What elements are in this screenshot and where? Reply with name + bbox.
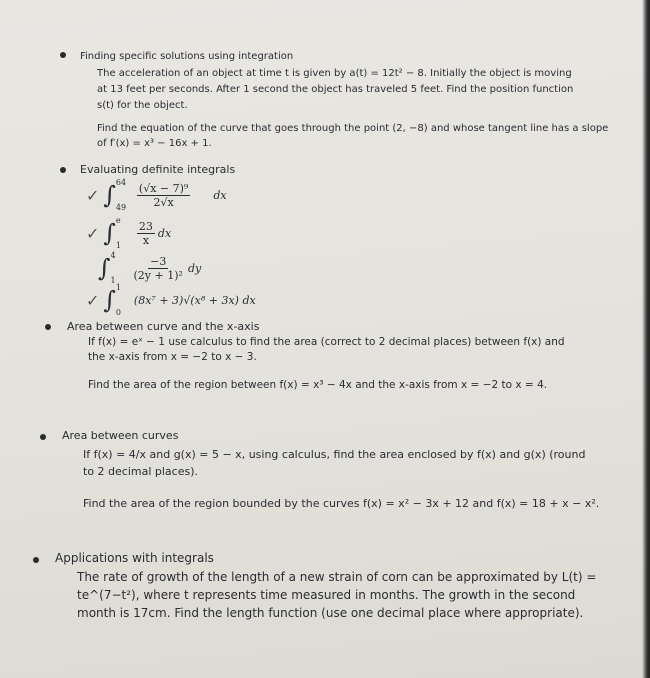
numerator: −3	[150, 254, 167, 268]
differential: dy	[187, 261, 202, 275]
section-heading: Finding specific solutions using integration	[80, 51, 294, 62]
problem-text: If f(x) = eˣ − 1 use calculus to find the area (correct to 2 decimal places) between f(x) and the x-axis from x = −2 to x − 3.	[88, 336, 565, 363]
definite-integral: ✓ ∫ 64 49 $\frac{\text{(√x − 7)⁹}}{2√x}$ dx	[86, 178, 227, 212]
problem-text: If f(x) = 4/x and g(x) = 5 − x, using calculus, find the area enclosed by f(x) and g(x) (round to 2 decimal places).	[83, 448, 586, 478]
section-heading: Evaluating definite integrals	[80, 163, 236, 176]
definite-integral: ✓ ∫ e 1 $\frac{23}{x}$ dx	[86, 216, 172, 250]
bullet	[60, 167, 66, 173]
bullet	[40, 434, 46, 440]
denominator: x	[142, 233, 150, 247]
bullet	[60, 52, 66, 58]
upper-limit: e	[115, 216, 121, 225]
lower-limit: 49	[115, 203, 127, 212]
bullet	[45, 324, 51, 330]
check-mark: ✓	[86, 185, 100, 205]
check-mark: ✓	[86, 290, 100, 310]
numerator: 23	[138, 219, 153, 233]
upper-limit: 4	[110, 251, 116, 260]
problem-text: Find the equation of the curve that goes through the point (2, −8) and whose tangent line has a slope of f′(x) = x³ − 16x + 1.	[97, 123, 609, 149]
integrand: (8x⁷ + 3)√(x⁸ + 3x) dx	[133, 293, 256, 307]
lower-limit: 1	[115, 241, 122, 250]
bullet	[33, 557, 39, 563]
problem-text: Find the area of the region bounded by the curves f(x) = x² − 3x + 12 and f(x) = 18 + x − x².	[83, 497, 600, 510]
upper-limit: 64	[115, 178, 127, 187]
upper-limit: 1	[115, 283, 122, 292]
section-heading: Area between curve and the x-axis	[67, 320, 260, 333]
problem-text: The rate of growth of the length of a new strain of corn can be approximated by L(t) = te^(7−t²), where t represents time measured in months. The growth in the second month is 17cm. Find the length function (use one decimal place where appropriate).	[77, 570, 597, 620]
denominator: (2y + 1)²	[133, 268, 183, 282]
section-heading: Area between curves	[62, 429, 179, 442]
lower-limit: 0	[115, 308, 122, 317]
check-mark: ✓	[86, 223, 100, 243]
problem-text: Find the area of the region between f(x) = x³ − 4x and the x-axis from x = −2 to x = 4.	[88, 379, 548, 391]
photo-edge	[642, 0, 650, 678]
denominator: 2√x	[153, 195, 174, 209]
differential: dx	[213, 188, 227, 202]
lower-limit: 1	[110, 276, 116, 285]
section-heading: Applications with integrals	[55, 551, 214, 565]
definite-integral: ✓ ∫ 1 0 (8x⁷ + 3)√(x⁸ + 3x) dx	[86, 283, 256, 317]
definite-integral: ∫ 4 1 $\frac{-3}{\text{(2y + 1)²}}$ dy	[98, 251, 202, 285]
differential: dx	[157, 226, 172, 240]
numerator: (√x − 7)⁹	[138, 181, 189, 195]
problem-text: The acceleration of an object at time t is given by a(t) = 12t² − 8. Initially the object is moving at 13 feet per seconds. After 1 second the object has traveled 5 feet. Find the position function s(t) for the object.	[97, 68, 574, 111]
